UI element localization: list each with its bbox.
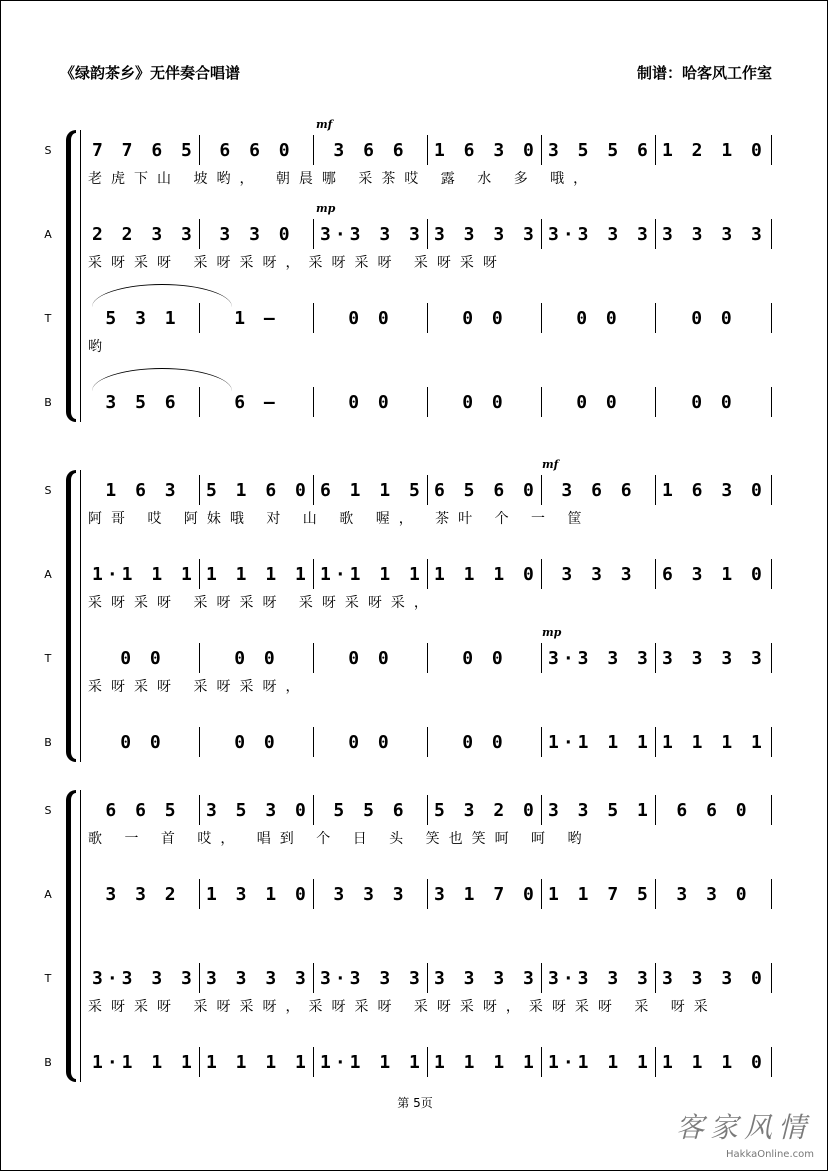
measure — [428, 135, 542, 165]
notes: 0 0 — [462, 307, 507, 329]
dynamic-mark: mf — [542, 458, 559, 471]
notes: 5 5 6 — [333, 799, 408, 821]
notes: 3 5 3 0 — [206, 799, 310, 821]
notes: 0 0 — [691, 391, 736, 413]
measure — [656, 135, 772, 165]
measure — [428, 879, 542, 909]
notes: 1·1 1 1 — [320, 563, 424, 585]
part-staff — [86, 130, 808, 170]
notes: 1 6 3 — [105, 479, 180, 501]
page-number: 第 5页 — [397, 1096, 433, 1110]
notes: 3 3 0 — [219, 223, 294, 245]
measure — [542, 387, 656, 417]
notes: 1·1 1 1 — [92, 563, 196, 585]
lyric-line: 歌 一 首 哎， 唱到 个 日 头 笑也笑呵 呵 哟 — [88, 831, 591, 847]
measure — [86, 1047, 200, 1077]
measure — [428, 559, 542, 589]
score-title: 《绿韵茶乡》无伴奏合唱谱 — [60, 64, 241, 82]
part-label: B — [44, 1056, 52, 1069]
part-staff — [86, 790, 808, 830]
notes: 3·3 3 3 — [320, 967, 424, 989]
part-label: A — [44, 568, 52, 581]
measure — [542, 1047, 656, 1077]
system-barline — [80, 790, 81, 1082]
notes: 0 0 — [576, 307, 621, 329]
measure — [428, 963, 542, 993]
lyric-line: 哟 — [88, 339, 111, 355]
measure — [542, 795, 656, 825]
measure — [542, 963, 656, 993]
notes: 1 1 1 0 — [434, 563, 538, 585]
notes: 3 5 5 6 — [548, 139, 652, 161]
system-barline — [80, 470, 81, 762]
notes: 3 6 6 — [561, 479, 636, 501]
measure — [314, 559, 428, 589]
measure — [86, 727, 200, 757]
notes: 1 3 1 0 — [206, 883, 310, 905]
notes: 0 0 — [348, 647, 393, 669]
measure — [86, 559, 200, 589]
measure — [200, 727, 314, 757]
notes: 1 1 1 1 — [206, 1051, 310, 1073]
measure — [86, 303, 200, 333]
measure — [656, 727, 772, 757]
measure — [86, 219, 200, 249]
notes: 3·3 3 3 — [548, 967, 652, 989]
part-label: S — [44, 804, 52, 817]
system-bracket — [66, 470, 76, 762]
notes: 6 6 5 — [105, 799, 180, 821]
measure — [86, 135, 200, 165]
notes: 3·3 3 3 — [548, 647, 652, 669]
lyric-line: 采呀采呀 采呀采呀，采呀采呀 采呀采呀 — [88, 255, 506, 271]
notes: 5 3 1 — [105, 307, 180, 329]
measure — [428, 387, 542, 417]
measure — [428, 219, 542, 249]
notes: 1 1 1 0 — [662, 1051, 766, 1073]
notes: 1·1 1 1 — [92, 1051, 196, 1073]
measure — [314, 303, 428, 333]
measure — [656, 559, 772, 589]
measure — [542, 727, 656, 757]
measure — [656, 879, 772, 909]
measure — [86, 963, 200, 993]
part-label: S — [44, 484, 52, 497]
notes: 7 7 6 5 — [92, 139, 196, 161]
part-staff — [86, 958, 808, 998]
part-staff — [86, 470, 808, 510]
part-staff — [86, 554, 808, 594]
score-system — [0, 458, 830, 806]
measure — [314, 1047, 428, 1077]
dynamic-mark: mp — [316, 202, 336, 215]
notes: 1 – — [234, 307, 279, 329]
measure — [314, 219, 428, 249]
notes: 0 0 — [348, 307, 393, 329]
measure — [656, 963, 772, 993]
notes: 6 1 1 5 — [320, 479, 424, 501]
measure — [86, 643, 200, 673]
measure — [428, 475, 542, 505]
notes: 1 1 1 1 — [662, 731, 766, 753]
measure — [428, 795, 542, 825]
measure — [542, 475, 656, 505]
part-staff — [86, 722, 808, 762]
measure — [200, 1047, 314, 1077]
dynamic-mark: mf — [316, 118, 333, 131]
notes: 0 0 — [576, 391, 621, 413]
part-label: S — [44, 144, 52, 157]
notes: 3 6 6 — [333, 139, 408, 161]
notes: 0 0 — [120, 731, 165, 753]
measure — [86, 475, 200, 505]
measure — [200, 219, 314, 249]
notes: 3 3 3 3 — [434, 223, 538, 245]
measure — [656, 219, 772, 249]
score-credit: 制谱：哈客风工作室 — [636, 64, 772, 82]
measure — [542, 879, 656, 909]
measure — [656, 1047, 772, 1077]
notes: 0 0 — [234, 647, 279, 669]
measure — [542, 643, 656, 673]
notes: 0 0 — [462, 731, 507, 753]
watermark-url: HakkaOnline.com — [726, 1149, 814, 1160]
measure — [656, 643, 772, 673]
notes: 3 1 7 0 — [434, 883, 538, 905]
measure — [542, 559, 656, 589]
notes: 1·1 1 1 — [548, 731, 652, 753]
notes: 1·1 1 1 — [548, 1051, 652, 1073]
notes: 0 0 — [462, 647, 507, 669]
measure — [314, 643, 428, 673]
lyric-line: 采呀采呀 采呀采呀，采呀采呀 采呀采呀，采呀采呀 采 呀采 — [88, 999, 717, 1015]
part-label: T — [44, 312, 52, 325]
lyric-line: 采呀采呀 采呀采呀， — [88, 679, 309, 695]
notes: 3 5 6 — [105, 391, 180, 413]
measure — [542, 135, 656, 165]
measure — [86, 387, 200, 417]
system-barline — [80, 130, 81, 422]
part-label: T — [44, 652, 52, 665]
notes: 3 3 3 3 — [434, 967, 538, 989]
notes: 1 6 3 0 — [434, 139, 538, 161]
watermark-logo: 客家风情 — [675, 1111, 812, 1144]
notes: 0 0 — [120, 647, 165, 669]
measure — [200, 475, 314, 505]
part-staff — [86, 874, 808, 914]
notes: 0 0 — [348, 391, 393, 413]
part-label: A — [44, 228, 52, 241]
lyric-line: 采呀采呀 采呀采呀 采呀采呀采， — [88, 595, 437, 611]
measure — [200, 135, 314, 165]
notes: 1 1 7 5 — [548, 883, 652, 905]
part-label: B — [44, 736, 52, 749]
part-staff — [86, 1042, 808, 1082]
notes: 0 0 — [348, 731, 393, 753]
notes: 3·3 3 3 — [320, 223, 424, 245]
part-staff — [86, 638, 808, 678]
measure — [314, 475, 428, 505]
notes: 5 3 2 0 — [434, 799, 538, 821]
notes: 1 2 1 0 — [662, 139, 766, 161]
notes: 1·1 1 1 — [320, 1051, 424, 1073]
measure — [200, 795, 314, 825]
measure — [542, 219, 656, 249]
measure — [314, 135, 428, 165]
part-label: A — [44, 888, 52, 901]
measure — [428, 303, 542, 333]
measure — [314, 963, 428, 993]
notes: 3·3 3 3 — [92, 967, 196, 989]
notes: 6 6 0 — [676, 799, 751, 821]
measure — [428, 1047, 542, 1077]
measure — [542, 303, 656, 333]
measure — [428, 643, 542, 673]
notes: 1 6 3 0 — [662, 479, 766, 501]
notes: 3 3 3 — [561, 563, 636, 585]
system-bracket — [66, 130, 76, 422]
measure — [314, 387, 428, 417]
notes: 3 3 3 3 — [206, 967, 310, 989]
notes: 6 5 6 0 — [434, 479, 538, 501]
notes: 3·3 3 3 — [548, 223, 652, 245]
part-label: B — [44, 396, 52, 409]
measure — [656, 795, 772, 825]
measure — [200, 559, 314, 589]
measure — [656, 475, 772, 505]
notes: 3 3 3 0 — [662, 967, 766, 989]
notes: 2 2 3 3 — [92, 223, 196, 245]
notes: 6 6 0 — [219, 139, 294, 161]
notes: 3 3 5 1 — [548, 799, 652, 821]
measure — [200, 303, 314, 333]
measure — [200, 387, 314, 417]
lyric-line: 老虎下山 坡哟， 朝晨哪 采茶哎 露 水 多 哦， — [88, 171, 597, 187]
lyric-line: 阿哥 哎 阿妹哦 对 山 歌 喔， 茶叶 个 一 筐 — [88, 511, 591, 527]
notes: 3 3 0 — [676, 883, 751, 905]
measure — [86, 795, 200, 825]
notes: 0 0 — [234, 731, 279, 753]
part-staff — [86, 214, 808, 254]
measure — [314, 795, 428, 825]
notes: 6 – — [234, 391, 279, 413]
dynamic-mark: mp — [542, 626, 562, 639]
notes: 3 3 3 — [333, 883, 408, 905]
notes: 0 0 — [462, 391, 507, 413]
notes: 5 1 6 0 — [206, 479, 310, 501]
notes: 1 1 1 1 — [206, 563, 310, 585]
notes: 3 3 2 — [105, 883, 180, 905]
measure — [314, 879, 428, 909]
measure — [428, 727, 542, 757]
system-bracket — [66, 790, 76, 1082]
measure — [200, 879, 314, 909]
notes: 1 1 1 1 — [434, 1051, 538, 1073]
notes: 0 0 — [691, 307, 736, 329]
measure — [656, 387, 772, 417]
measure — [200, 963, 314, 993]
measure — [656, 303, 772, 333]
notes: 3 3 3 3 — [662, 223, 766, 245]
measure — [314, 727, 428, 757]
notes: 3 3 3 3 — [662, 647, 766, 669]
part-label: T — [44, 972, 52, 985]
measure — [86, 879, 200, 909]
measure — [200, 643, 314, 673]
notes: 6 3 1 0 — [662, 563, 766, 585]
score-system — [0, 790, 830, 1126]
